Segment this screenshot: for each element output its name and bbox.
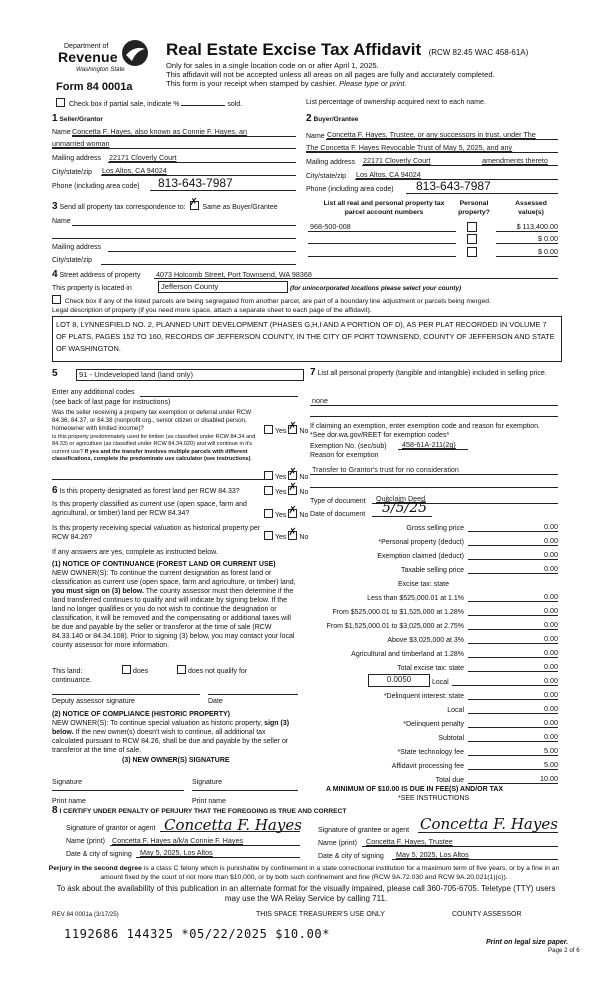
owner-signature-label-1: Signature [52, 779, 82, 786]
doc-type-label: Type of document [310, 498, 366, 505]
grantor-name-label: Name (print) [66, 838, 105, 845]
forest-no-label: No [299, 489, 309, 496]
bracket-2-value[interactable]: 0.00 [468, 606, 558, 616]
certify-statement: I CERTIFY UNDER PENALTY OF PERJURY THAT THE FOREGOING IS TRUE AND CORRECT [59, 808, 347, 815]
continuance-title: (1) NOTICE OF CONTINUANCE (FOREST LAND OR CURRENT USE) [52, 561, 276, 568]
doc-date-label: Date of document [310, 511, 366, 518]
doc-date[interactable]: 5/5/25 [382, 500, 428, 516]
seller-heading: Seller/Grantor [59, 116, 103, 123]
grantor-date-label: Date & city of signing [66, 851, 132, 858]
parcel-col-header: List all real and personal property tax parcel account numbers [323, 200, 445, 216]
section-8-number: 8 [52, 805, 58, 816]
assessed-value-2[interactable]: $ 0.00 [496, 234, 558, 244]
current-use-yes-label: Yes [275, 512, 287, 519]
exemption-reason[interactable]: Transfer to Grantor's trust for no consideration [312, 465, 459, 474]
total-due-value[interactable]: 10.00 [468, 774, 558, 784]
compliance-text-a: NEW OWNER(S): To continue special valuation as historic property, [52, 720, 263, 727]
same-as-buyer-checkbox[interactable] [190, 201, 199, 210]
revision-label: REV 84 0001a (3/17/25) [52, 911, 119, 918]
bracket-2-label: From $525,000.01 to $1,525,000 at 1.28% [332, 609, 464, 616]
corr-city-label: City/state/zip [52, 257, 93, 264]
section-2-number: 2 [306, 113, 312, 124]
excise-state-label: Excise tax: state [398, 581, 449, 588]
penalty-label: *Delinquent penalty [403, 721, 464, 728]
subtotal-label: Subtotal [438, 735, 464, 742]
bracket-4-value[interactable]: 0.00 [468, 634, 558, 644]
seller-phone[interactable]: 813-643-7987 [158, 176, 233, 190]
processing-fee-value[interactable]: 5.00 [468, 760, 558, 770]
grantor-signature[interactable]: Concetta F. Hayes [164, 816, 302, 834]
dept-line-2: Revenue [58, 49, 118, 65]
personal-property-checkbox-3[interactable] [467, 247, 477, 257]
buyer-mailing[interactable]: 22171 Cloverly Court [363, 156, 431, 165]
buyer-mailing-extra[interactable]: amendments thereto [482, 156, 548, 165]
grantor-date[interactable]: May 5, 2025, Los Altos [140, 848, 213, 857]
correspondence-heading: Send all property tax correspondence to: [59, 204, 186, 211]
q2-no-checkbox[interactable] [288, 471, 297, 480]
tech-fee-label: *State technology fee [397, 749, 464, 756]
subtotal-value[interactable]: 0.00 [468, 732, 558, 742]
partial-sold-label: sold. [227, 101, 243, 108]
timber-question-text: Is this property predominately used for timber (as classified under RCW 84.34 and 84.33) or agriculture (as classified under RCW 84.34.020) and will continue in it's current use? [52, 434, 256, 455]
exemption-deduct-label: Exemption claimed (deduct) [377, 553, 464, 560]
perjury-notice [40, 864, 568, 882]
q2-yes-label: Yes [275, 474, 287, 481]
forest-no-checkbox[interactable] [288, 486, 297, 495]
historic-yes-label: Yes [275, 534, 287, 541]
assessed-value-1[interactable]: $ 113,400.00 [496, 222, 558, 232]
dor-logo [58, 40, 152, 80]
processing-fee-label: Affidavit processing fee [391, 763, 464, 770]
gross-selling-label: Gross selling price [406, 525, 464, 532]
current-use-question: Is this property classified as current use (open space, farm and agricultural, or timber) land per RCW 84.34? [52, 501, 247, 517]
q2-no-label: No [299, 474, 309, 481]
county-assessor-label: COUNTY ASSESSOR [452, 911, 522, 918]
q1-yes-label: Yes [275, 428, 287, 435]
deputy-signature-label: Deputy assessor signature [52, 698, 135, 705]
historic-question: Is this property receiving special valuation as historical property per RCW 84.26? [52, 525, 261, 541]
buyer-city[interactable]: Los Altos, CA 94024 [356, 170, 421, 179]
buyer-name-line-1[interactable]: Concetta F. Hayes, Trustee, or any successors in trust, under The [327, 130, 536, 139]
seller-name-label: Name [52, 129, 71, 136]
buyer-phone-label: Phone (including area code) [306, 186, 394, 193]
owner-print-name-label-2: Print name [192, 798, 226, 805]
interest-local-value[interactable]: 0.00 [468, 704, 558, 714]
receipt-notice: This form is your receipt when stamped by cashier. [166, 79, 337, 88]
tech-fee-value[interactable]: 5.00 [468, 746, 558, 756]
compliance-text-b: sign (3) below. [52, 720, 290, 736]
seller-city-label: City/state/zip [52, 169, 93, 176]
deputy-date-label: Date [208, 698, 223, 705]
buyer-mailing-label: Mailing address [306, 159, 356, 166]
corr-mailing-label: Mailing address [52, 244, 102, 251]
dept-line-3: Washington State [76, 66, 125, 73]
additional-codes-note: (see back of last page for instructions) [52, 399, 171, 406]
type-or-print-notice: Please type or print. [339, 79, 407, 88]
total-state-label: Total excise tax: state [397, 665, 464, 672]
local-tax-value[interactable]: 0.00 [452, 676, 558, 686]
additional-codes-label: Enter any additional codes [52, 389, 135, 396]
historic-no-checkbox[interactable] [288, 531, 297, 540]
land-does-label: does [133, 668, 149, 675]
buyer-name-label: Name [306, 133, 325, 140]
land-does-not-checkbox[interactable] [177, 665, 186, 674]
section-6-number: 6 [52, 485, 58, 496]
new-owner-signature-title: (3) NEW OWNER(S) SIGNATURE [122, 757, 230, 764]
partial-sale-label: Check box if partial sale, indicate % [68, 101, 180, 108]
total-due-label: Total due [435, 777, 464, 784]
grantee-signature-label: Signature of grantee or agent [318, 827, 410, 834]
q1-yes-checkbox[interactable] [264, 425, 273, 434]
section-3-number: 3 [52, 201, 58, 212]
parcel-number-1[interactable]: 968-500-008 [310, 222, 351, 231]
county-note: (for unincorporated locations please select your county) [290, 285, 462, 292]
personal-property-value[interactable]: none [312, 396, 328, 405]
historic-yes-checkbox[interactable] [264, 531, 273, 540]
continuance-text-a: NEW OWNER(S): To continue the current designation as forest land or classification as current use (open space, farm and agriculture, or timber) land, [52, 570, 296, 586]
grantor-name[interactable]: Concetta F. Hayes a/k/a Connie F. Hayes [112, 836, 244, 845]
legal-description: LOT 8, LYNNESFIELD NO. 2, PLANNED UNIT DEVELOPMENT (PHASES G,H,I AND A PORTION OF D), AS PER PLAT RECORDED IN VOLUME 7 OF PLATS, PAGES 152 TO 160, RECORDS OF JEFFERSON COUNTY, IN THE CITY OF PORT TOWNSEND, COUNTY OF JEFFERSON AND STATE OF WASHINGTON. [56, 320, 555, 353]
segregated-checkbox[interactable] [52, 295, 61, 304]
local-rate-select[interactable]: 0.0050 [368, 674, 430, 687]
personal-deduct-label: *Personal property (deduct) [378, 539, 464, 546]
bracket-3-label: From $1,525,000.01 to $3,025,000 at 2.75% [326, 623, 464, 630]
owner-signature-label-2: Signature [192, 779, 222, 786]
treasurer-use-label: THIS SPACE TREASURER'S USE ONLY [256, 911, 385, 918]
forest-yes-label: Yes [275, 489, 287, 496]
assessed-value-3[interactable]: $ 0.00 [496, 247, 558, 257]
seller-city[interactable]: Los Altos, CA 94024 [102, 166, 167, 175]
legal-label: Legal description of property (if you need more space, attach a separate sheet to each page of the affidavit). [52, 307, 372, 314]
grantor-signature-label: Signature of grantor or agent [66, 825, 156, 832]
segregated-label: Check box if any of the listed parcels are being segregated from another parcel, are part of a boundary line adjustment or parcels being merged. [64, 298, 491, 305]
continuance-text-c: The county assessor must then determine if the land transferred continues to qualify and will indicate by signing below. If the land no longer qualifies or you do not wish to continue the designation or classification, it will be removed and the compensating or additional taxes will be due and payable by the seller or transferor at the time of sale (RCW 84.33.140 or 84.34.108). Prior to signing (3) below, you may contact your local county assessor for more information. [52, 588, 295, 649]
continuance-text [52, 569, 298, 650]
revenue-logo-icon [120, 39, 150, 67]
land-does-checkbox[interactable] [122, 665, 131, 674]
taxable-selling-value[interactable]: 0.00 [468, 564, 558, 574]
grantee-name[interactable]: Concetta F. Hayes, Trustee [366, 837, 453, 846]
personal-property-text: List all personal property (tangible and intangible) included in selling price. [317, 370, 547, 377]
local-tax-label: Local [432, 679, 449, 686]
bracket-4-label: Above $3,025,000 at 3% [387, 637, 464, 644]
interest-state-value[interactable]: 0.00 [468, 690, 558, 700]
corr-name-label: Name [52, 218, 71, 225]
bracket-5-label: Agricultural and timberland at 1.28% [351, 651, 464, 658]
forest-question: Is this property designated as forest land per RCW 84.33? [59, 488, 240, 495]
page-number: Page 2 of 6 [548, 947, 580, 954]
buyer-heading: Buyer/Grantee [313, 116, 359, 123]
continuance-label: continuance. [52, 677, 92, 684]
header-notice-3 [166, 79, 407, 89]
exemption-question: Was the seller receiving a property tax exemption or deferral under RCW 84.36, 84.37, or 84.38 (nonprofit org., senior citizen or disabled person, homeowner with limited income)? [52, 409, 252, 432]
land-does-not-label: does not qualify for [188, 668, 248, 675]
buyer-phone[interactable]: 813-643-7987 [416, 179, 491, 193]
seller-mailing[interactable]: 22171 Cloverly Court [109, 153, 177, 162]
compliance-title: (2) NOTICE OF COMPLIANCE (HISTORIC PROPERTY) [52, 711, 230, 718]
current-use-yes-checkbox[interactable] [264, 509, 273, 518]
total-state-value[interactable]: 0.00 [468, 662, 558, 672]
personal-deduct-value[interactable]: 0.00 [468, 536, 558, 546]
form-number: Form 84 0001a [56, 81, 133, 93]
seller-name-line-2[interactable]: unmarried woman [52, 139, 110, 148]
current-use-no-checkbox[interactable] [288, 509, 297, 518]
exemption-number-label: Exemption No. (sec/sub) [310, 443, 387, 450]
exemption-deduct-value[interactable]: 0.00 [468, 550, 558, 560]
grantee-date[interactable]: May 5, 2025, Los Altos [396, 850, 469, 859]
bracket-3-value[interactable]: 0.00 [468, 620, 558, 630]
continuance-text-b: you must sign on (3) below. [52, 588, 144, 595]
partial-sale-checkbox[interactable] [56, 98, 65, 107]
minimum-due-notice: A MINIMUM OF $10.00 IS DUE IN FEE(S) AND/OR TAX [326, 786, 504, 793]
exemption-claim-label: If claiming an exemption, enter exemption code and reason for exemption. *See dor.wa.gov/REET for exemption codes* [310, 423, 540, 439]
legal-paper-note: Print on legal size paper. [486, 939, 569, 946]
see-instructions-note: *SEE INSTRUCTIONS [398, 795, 470, 802]
q1-no-checkbox[interactable] [288, 425, 297, 434]
buyer-city-label: City/state/zip [306, 173, 347, 180]
legal-description-box[interactable] [52, 316, 562, 362]
interest-local-label: Local [447, 707, 464, 714]
assessed-col-header: Assessed value(s) [515, 200, 547, 216]
personal-col-header: Personal property? [458, 200, 490, 216]
penalty-value[interactable]: 0.00 [468, 718, 558, 728]
compliance-text [52, 719, 298, 755]
bracket-1-value[interactable]: 0.00 [468, 592, 558, 602]
header-notice-1: Only for sales in a single location code on or after April 1, 2025. [166, 61, 379, 70]
ownership-note: List percentage of ownership acquired next to each name. [306, 99, 486, 106]
this-land-label: This land: [52, 668, 83, 675]
perjury-bold: Perjury in the second degree [48, 865, 142, 872]
gross-selling-value[interactable]: 0.00 [468, 522, 558, 532]
grantee-name-label: Name (print) [318, 840, 357, 847]
exemption-number[interactable]: 458-61A-211(2g) [402, 440, 456, 449]
owner-print-name-label-1: Print name [52, 798, 86, 805]
personal-property-label [310, 368, 558, 378]
county-select[interactable]: Jefferson County [158, 281, 288, 293]
section-4-number: 4 [52, 269, 58, 280]
q1-no-label: No [299, 428, 309, 435]
same-as-buyer-label: Same as Buyer/Grantee [202, 204, 278, 211]
perjury-text: is a class C felony which is punishable by confinement in a state correctional institution for a maximum term of five years, or by a fine in an amount fixed by the court of not more than $10,000, or by both such confinement and fine (RCW 9A.72.030 and RCW 9A.20.021(1)(c)). [100, 865, 560, 881]
grantee-signature[interactable]: Concetta F. Hayes [420, 815, 558, 833]
street-label: Street address of property [59, 272, 141, 279]
rcw-reference: (RCW 82.45 WAC 458-61A) [428, 48, 529, 57]
grantee-date-label: Date & city of signing [318, 853, 384, 860]
treasurer-receipt-stamp: 1192686 144325 *05/22/2025 $10.00* [64, 927, 331, 941]
section-1-number: 1 [52, 113, 58, 124]
taxable-selling-label: Taxable selling price [400, 567, 464, 574]
dept-line-1: Department of [64, 43, 109, 50]
if-yes-instruction: If any answers are yes, complete as instructed below. [52, 549, 218, 556]
historic-no-label: No [299, 534, 309, 541]
q2-yes-checkbox[interactable] [264, 471, 273, 480]
personal-property-checkbox-2[interactable] [467, 234, 477, 244]
buyer-name-line-2[interactable]: The Concetta F. Hayes Revocable Trust of May 5, 2025, and any [306, 143, 513, 152]
section-7-number: 7 [310, 367, 316, 378]
current-use-no-label: No [299, 512, 309, 519]
section-5-number: 5 [52, 368, 58, 379]
header-notice-2: This affidavit will not be accepted unless all areas on all pages are fully and accurately completed. [166, 70, 495, 79]
interest-state-label: *Delinquent interest: state [383, 693, 464, 700]
seller-phone-label: Phone (including area code) [52, 183, 140, 190]
doc-type[interactable]: Quitclaim Deed [376, 494, 426, 503]
located-label: This property is located in [52, 285, 132, 292]
compliance-text-c: If the new owner(s) doesn't wish to continue, all additional tax calculated pursuant to RCW 84.26, shall be due and payable by the seller or transferor at the time of sale. [52, 729, 289, 754]
forest-yes-checkbox[interactable] [264, 486, 273, 495]
alt-format-notice: To ask about the availability of this publication in an alternate format for the visually impaired, please call 360-705-6705. Teletype (TTY) users may use the WA Relay Service by calling 711. [56, 884, 556, 903]
land-use-select[interactable]: 91 - Undeveloped land (land only) [76, 369, 304, 381]
seller-name-line-1[interactable]: Concetta F. Hayes, also known as Connie F. Hayes, an [72, 127, 247, 136]
street-address[interactable]: 4073 Holcomb Street, Port Townsend, WA 98368 [156, 270, 312, 279]
page-title: Real Estate Excise Tax Affidavit [166, 40, 422, 59]
exemption-reason-label: Reason for exemption [310, 452, 379, 459]
partial-percent-field[interactable] [181, 98, 225, 106]
timber-question [52, 434, 264, 463]
seller-mailing-label: Mailing address [52, 155, 102, 162]
bracket-5-value[interactable]: 0.00 [468, 648, 558, 658]
timber-question-bold: If yes and the transfer involves multiple parcels with different classifications, complete the predominate use calculator (see instructions) [52, 448, 251, 462]
personal-property-checkbox-1[interactable] [467, 222, 477, 232]
bracket-1-label: Less than $525,000.01 at 1.1% [367, 595, 464, 602]
